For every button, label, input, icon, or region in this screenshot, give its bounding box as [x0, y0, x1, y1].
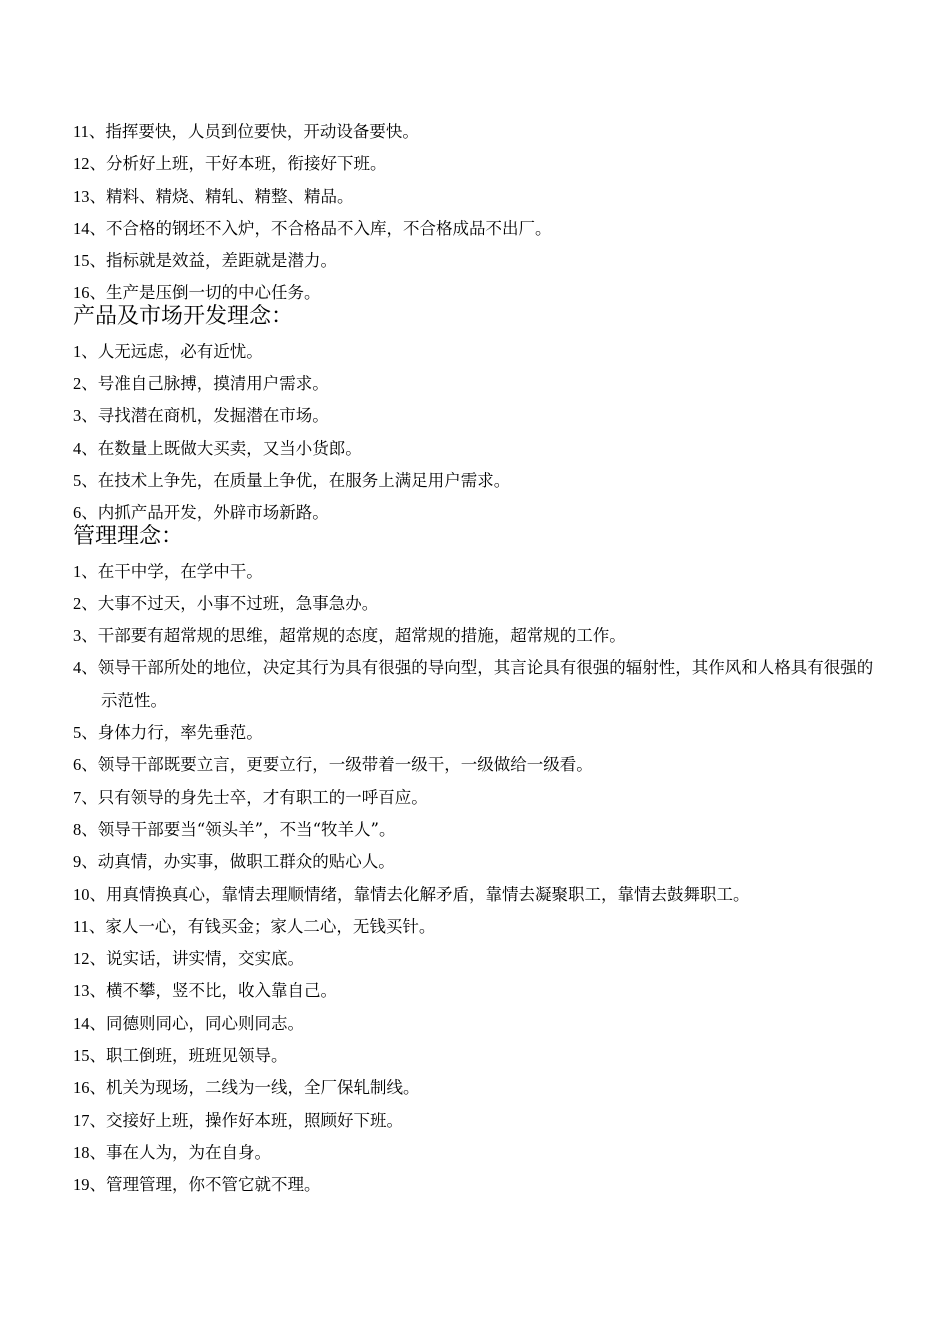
item-text: 领导干部所处的地位，决定其行为具有很强的导向型，其言论具有很强的辐射性，其作风和人格具有很强的示范性。 [97, 658, 874, 710]
section-heading: 管理理念： [73, 523, 184, 549]
document-body [73, 116, 885, 1202]
item-number: 12、 [73, 154, 106, 174]
item-number: 15、 [73, 251, 106, 271]
item-text: 寻找潜在商机，发掘潜在市场。 [97, 406, 329, 426]
item-text: 管理管理，你不管它就不理。 [106, 1175, 321, 1195]
item-text: 大事不过天，小事不过班，急事急办。 [97, 593, 379, 613]
list-item [73, 620, 885, 652]
item-text: 家人一心，有钱买金；家人二心，无钱买针。 [105, 916, 436, 936]
section [73, 116, 885, 310]
item-number: 17、 [73, 1110, 106, 1130]
item-text: 在技术上争先，在质量上争优，在服务上满足用户需求。 [97, 470, 511, 490]
item-text: 精料、精烧、精轧、精整、精品。 [106, 186, 354, 206]
list-item [73, 245, 885, 277]
item-number: 16、 [73, 283, 106, 303]
list-item [73, 782, 885, 814]
item-number: 12、 [73, 949, 106, 969]
list-item [73, 1137, 885, 1169]
item-text: 干部要有超常规的思维，超常规的态度，超常规的措施，超常规的工作。 [97, 626, 626, 646]
list-item [73, 400, 885, 432]
item-number: 19、 [73, 1175, 106, 1195]
list-item [73, 1072, 885, 1104]
item-text: 动真情，办实事，做职工群众的贴心人。 [97, 852, 395, 872]
list-item [73, 368, 885, 400]
item-number: 1、 [73, 561, 98, 581]
section-heading: 产品及市场开发理念： [73, 303, 294, 329]
list-item [73, 1040, 885, 1072]
item-text: 指标就是效益，差距就是潜力。 [106, 251, 337, 271]
list-item [73, 588, 885, 620]
item-text: 说实话，讲实情，交实底。 [106, 949, 304, 969]
list-item [73, 433, 885, 465]
item-number: 2、 [73, 593, 98, 613]
item-number: 6、 [73, 503, 98, 523]
list-item [73, 943, 885, 975]
item-number: 11、 [73, 122, 106, 141]
list-item [73, 1008, 885, 1040]
list-item [73, 717, 885, 749]
item-number: 5、 [73, 723, 98, 743]
list-item [73, 846, 885, 878]
item-number: 6、 [73, 755, 98, 775]
list-item [73, 465, 885, 497]
item-number: 3、 [73, 626, 98, 646]
item-text: 在数量上既做大买卖，又当小货郎。 [97, 438, 362, 458]
list-item [73, 652, 885, 717]
item-text: 指挥要快，人员到位要快，开动设备要快。 [105, 122, 419, 141]
item-text: 同德则同心，同心则同志。 [106, 1013, 304, 1033]
item-number: 7、 [73, 787, 98, 807]
item-text: 职工倒班，班班见领导。 [106, 1046, 288, 1066]
item-text: 内抓产品开发，外辟市场新路。 [97, 503, 329, 523]
list-item [73, 556, 885, 588]
item-text: 用真情换真心，靠情去理顺情绪，靠情去化解矛盾，靠情去凝聚职工，靠情去鼓舞职工。 [106, 884, 750, 904]
list-item [73, 1169, 885, 1201]
section [73, 524, 885, 1202]
item-number: 3、 [73, 406, 98, 426]
item-number: 13、 [73, 981, 106, 1001]
item-text: 事在人为，为在自身。 [106, 1142, 271, 1162]
item-text: 横不攀，竖不比，收入靠自己。 [106, 981, 337, 1001]
item-text: 只有领导的身先士卒，才有职工的一呼百应。 [97, 787, 428, 807]
item-number: 18、 [73, 1142, 106, 1162]
item-number: 13、 [73, 186, 106, 206]
item-text: 领导干部既要立言，更要立行，一级带着一级干，一级做给一级看。 [97, 755, 593, 775]
item-number: 1、 [73, 341, 98, 361]
item-number: 14、 [73, 1013, 106, 1033]
list-item [73, 213, 885, 245]
section [73, 304, 885, 530]
item-number: 2、 [73, 374, 98, 394]
list-item [73, 336, 885, 368]
list-item [73, 911, 885, 943]
item-number: 11、 [73, 916, 106, 936]
list-item [73, 879, 885, 911]
item-text: 分析好上班，干好本班，衔接好下班。 [106, 154, 387, 174]
item-text: 人无远虑，必有近忧。 [97, 341, 263, 361]
item-number: 14、 [73, 218, 106, 238]
list-item [73, 1105, 885, 1137]
item-number: 4、 [73, 658, 98, 678]
item-number: 5、 [73, 470, 98, 490]
item-text: 领导干部要当“领头羊”，不当“牧羊人”。 [97, 819, 396, 839]
item-text: 身体力行，率先垂范。 [97, 723, 263, 743]
list-item [73, 148, 885, 180]
item-number: 10、 [73, 884, 106, 904]
item-text: 机关为现场，二线为一线，全厂保轧制线。 [106, 1078, 420, 1098]
item-number: 15、 [73, 1046, 106, 1066]
item-text: 号准自己脉搏，摸清用户需求。 [97, 374, 329, 394]
item-number: 16、 [73, 1078, 106, 1098]
item-text: 不合格的钢坯不入炉，不合格品不入库，不合格成品不出厂。 [106, 218, 552, 238]
list-item [73, 181, 885, 213]
item-number: 9、 [73, 852, 98, 872]
item-text: 生产是压倒一切的中心任务。 [106, 283, 321, 303]
item-text: 交接好上班，操作好本班，照顾好下班。 [106, 1110, 403, 1130]
list-item [73, 116, 885, 148]
item-number: 4、 [73, 438, 98, 458]
list-item [73, 975, 885, 1007]
item-text: 在干中学，在学中干。 [97, 561, 263, 581]
list-item [73, 814, 885, 846]
item-number: 8、 [73, 819, 98, 839]
list-item [73, 749, 885, 781]
